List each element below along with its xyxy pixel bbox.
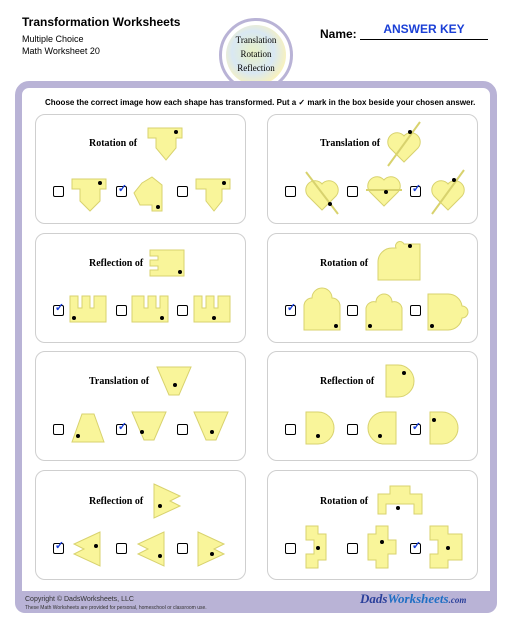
p5-choice-3-checkbox[interactable] bbox=[177, 424, 188, 435]
worksheet-number: Math Worksheet 20 bbox=[22, 46, 100, 56]
p4-choice-3-checkbox[interactable] bbox=[410, 305, 421, 316]
problem-1-label: Rotation of bbox=[89, 138, 138, 149]
p6-choice-1-shape bbox=[304, 410, 336, 446]
badge-text-translation: Translation bbox=[235, 35, 277, 45]
p5-choice-3-shape bbox=[192, 410, 230, 442]
badge-text-rotation: Rotation bbox=[240, 49, 272, 59]
p5-choice-1-checkbox[interactable] bbox=[53, 424, 64, 435]
p8-prompt-shape bbox=[376, 484, 424, 516]
p1-choice-3-shape bbox=[194, 175, 232, 213]
p4-check-mark-icon: ✓ bbox=[286, 302, 297, 314]
p1-prompt-shape bbox=[146, 124, 184, 162]
problem-4-label: Rotation of bbox=[320, 258, 369, 269]
p7-choice-2-checkbox[interactable] bbox=[116, 543, 127, 554]
p7-choice-3-checkbox[interactable] bbox=[177, 543, 188, 554]
problem-8-label: Rotation of bbox=[320, 496, 369, 507]
p2-prompt-shape bbox=[384, 120, 424, 168]
problem-7-label: Reflection of bbox=[89, 496, 144, 507]
p7-check-mark-icon: ✓ bbox=[54, 540, 65, 552]
problem-panel-3 bbox=[35, 233, 246, 343]
problem-panel-5 bbox=[35, 351, 246, 461]
badge-text-reflection: Reflection bbox=[237, 63, 275, 73]
p5-choice-2-checkbox[interactable] bbox=[116, 421, 128, 435]
p6-choice-2-shape bbox=[366, 410, 398, 446]
p3-choice-3-shape bbox=[192, 294, 232, 324]
p2-choice-1-checkbox[interactable] bbox=[285, 186, 296, 197]
p7-choice-1-checkbox[interactable] bbox=[53, 540, 65, 554]
p6-choice-3-shape bbox=[428, 410, 460, 446]
p7-choice-3-shape bbox=[196, 530, 228, 568]
problem-5-label: Translation of bbox=[89, 376, 150, 387]
p7-choice-2-shape bbox=[134, 530, 166, 568]
footer-copyright: Copyright © DadsWorksheets, LLC bbox=[25, 596, 134, 603]
p5-choice-1-shape bbox=[70, 412, 106, 444]
p4-prompt-shape bbox=[376, 240, 422, 282]
p4-choice-1-checkbox[interactable] bbox=[285, 302, 297, 316]
p3-choice-1-shape bbox=[68, 294, 108, 324]
p2-choice-3-shape bbox=[428, 168, 468, 216]
p1-choice-2-shape bbox=[132, 175, 170, 213]
p6-prompt-shape bbox=[384, 363, 416, 399]
p1-choice-2-checkbox[interactable] bbox=[116, 183, 128, 197]
name-label: Name: bbox=[320, 27, 357, 41]
p3-choice-1-checkbox[interactable] bbox=[53, 302, 65, 316]
problem-2-label: Translation of bbox=[320, 138, 381, 149]
footer-note: These Math Worksheets are provided for personal, homeschool or classroom use. bbox=[25, 605, 207, 611]
p3-prompt-shape bbox=[148, 248, 186, 278]
worksheet-subtitle: Multiple Choice bbox=[22, 34, 84, 44]
p1-choice-1-checkbox[interactable] bbox=[53, 186, 64, 197]
p3-choice-2-shape bbox=[130, 294, 170, 324]
p1-check-mark-icon: ✓ bbox=[117, 183, 128, 195]
logo-part-a: Dads bbox=[360, 591, 388, 606]
p6-choice-1-checkbox[interactable] bbox=[285, 424, 296, 435]
p7-choice-1-shape bbox=[70, 530, 102, 568]
p3-choice-2-checkbox[interactable] bbox=[116, 305, 127, 316]
p6-choice-3-checkbox[interactable] bbox=[410, 421, 422, 435]
instructions: Choose the correct image how each shape has transformed. Put a ✓ mark in the box beside your chosen answer. bbox=[45, 98, 476, 107]
p8-choice-2-checkbox[interactable] bbox=[347, 543, 358, 554]
p8-choice-2-shape bbox=[366, 524, 398, 570]
p8-choice-3-checkbox[interactable] bbox=[410, 540, 422, 554]
p8-choice-3-shape bbox=[428, 524, 464, 570]
p5-choice-2-shape bbox=[130, 410, 168, 442]
p7-prompt-shape bbox=[152, 482, 182, 520]
p2-choice-1-shape bbox=[302, 170, 342, 216]
p5-check-mark-icon: ✓ bbox=[117, 421, 128, 433]
p4-choice-1-shape bbox=[302, 288, 342, 332]
worksheet-title: Transformation Worksheets bbox=[22, 15, 181, 29]
p1-choice-1-shape bbox=[70, 175, 108, 213]
dadsworksheets-logo bbox=[360, 591, 466, 607]
p6-check-mark-icon: ✓ bbox=[411, 421, 422, 433]
p1-choice-3-checkbox[interactable] bbox=[177, 186, 188, 197]
p8-check-mark-icon: ✓ bbox=[411, 540, 422, 552]
p4-choice-3-shape bbox=[426, 292, 470, 332]
p8-choice-1-shape bbox=[304, 524, 336, 570]
p2-choice-3-checkbox[interactable] bbox=[410, 183, 422, 197]
p4-choice-2-checkbox[interactable] bbox=[347, 305, 358, 316]
logo-part-c: .com bbox=[448, 595, 467, 605]
p5-prompt-shape bbox=[155, 365, 193, 397]
p3-check-mark-icon: ✓ bbox=[54, 302, 65, 314]
p8-choice-1-checkbox[interactable] bbox=[285, 543, 296, 554]
p6-choice-2-checkbox[interactable] bbox=[347, 424, 358, 435]
logo-part-b: Worksheets bbox=[387, 591, 449, 606]
p2-choice-2-shape bbox=[364, 172, 404, 212]
p2-check-mark-icon: ✓ bbox=[411, 183, 422, 195]
problem-6-label: Reflection of bbox=[320, 376, 375, 387]
name-field[interactable]: ANSWER KEY bbox=[360, 22, 488, 40]
problem-3-label: Reflection of bbox=[89, 258, 144, 269]
p3-choice-3-checkbox[interactable] bbox=[177, 305, 188, 316]
p2-choice-2-checkbox[interactable] bbox=[347, 186, 358, 197]
p4-choice-2-shape bbox=[364, 290, 404, 332]
